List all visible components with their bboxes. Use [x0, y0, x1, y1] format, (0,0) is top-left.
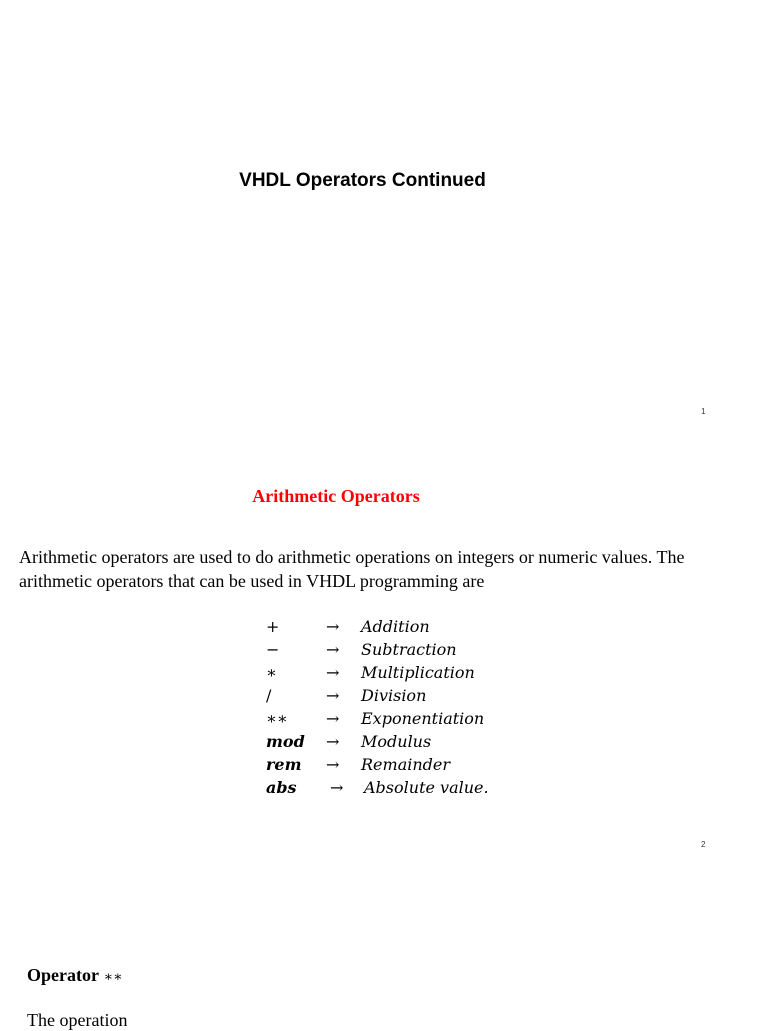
arrow-icon: →: [326, 663, 340, 682]
operator-name: Exponentiation: [361, 709, 485, 728]
operator-symbol: +: [266, 617, 280, 636]
arrow-icon: →: [326, 709, 340, 728]
operator-symbol: −: [266, 640, 280, 659]
arrow-icon: →: [326, 640, 340, 659]
operator-name: Addition: [361, 617, 430, 636]
arrow-icon: →: [326, 732, 340, 751]
arrow-icon: →: [326, 755, 340, 774]
operator-name: Multiplication: [361, 663, 475, 682]
arrow-icon: →: [326, 686, 340, 705]
operator-name: Subtraction: [361, 640, 457, 659]
operator-name: Modulus: [361, 732, 432, 751]
operator-symbol: abs: [266, 778, 297, 797]
operator-name: Remainder: [361, 755, 451, 774]
subsection-heading-symbol: ∗∗: [103, 969, 123, 985]
intro-paragraph: Arithmetic operators are used to do arithmetic operations on integers or numeric values. The arithmetic operators that can be used in VHDL programming are: [19, 547, 685, 591]
section-heading: Arithmetic Operators: [252, 486, 420, 506]
page-number: 1: [701, 407, 706, 416]
operator-name: Division: [361, 686, 427, 705]
operator-name: Absolute value.: [364, 778, 489, 797]
arrow-icon: →: [326, 617, 340, 636]
operator-symbol: rem: [266, 755, 302, 774]
page-number: 2: [701, 840, 706, 849]
page-title: VHDL Operators Continued: [239, 170, 486, 191]
subsection-heading: [27, 965, 123, 986]
operator-symbol: mod: [266, 732, 305, 751]
operator-symbol: ∗∗: [266, 709, 288, 728]
body-text: The operation: [27, 1010, 128, 1030]
operator-symbol: /: [266, 686, 272, 705]
arrow-icon: →: [330, 778, 344, 797]
subsection-heading-word: Operator: [27, 965, 99, 985]
operator-symbol: ∗: [266, 663, 277, 682]
